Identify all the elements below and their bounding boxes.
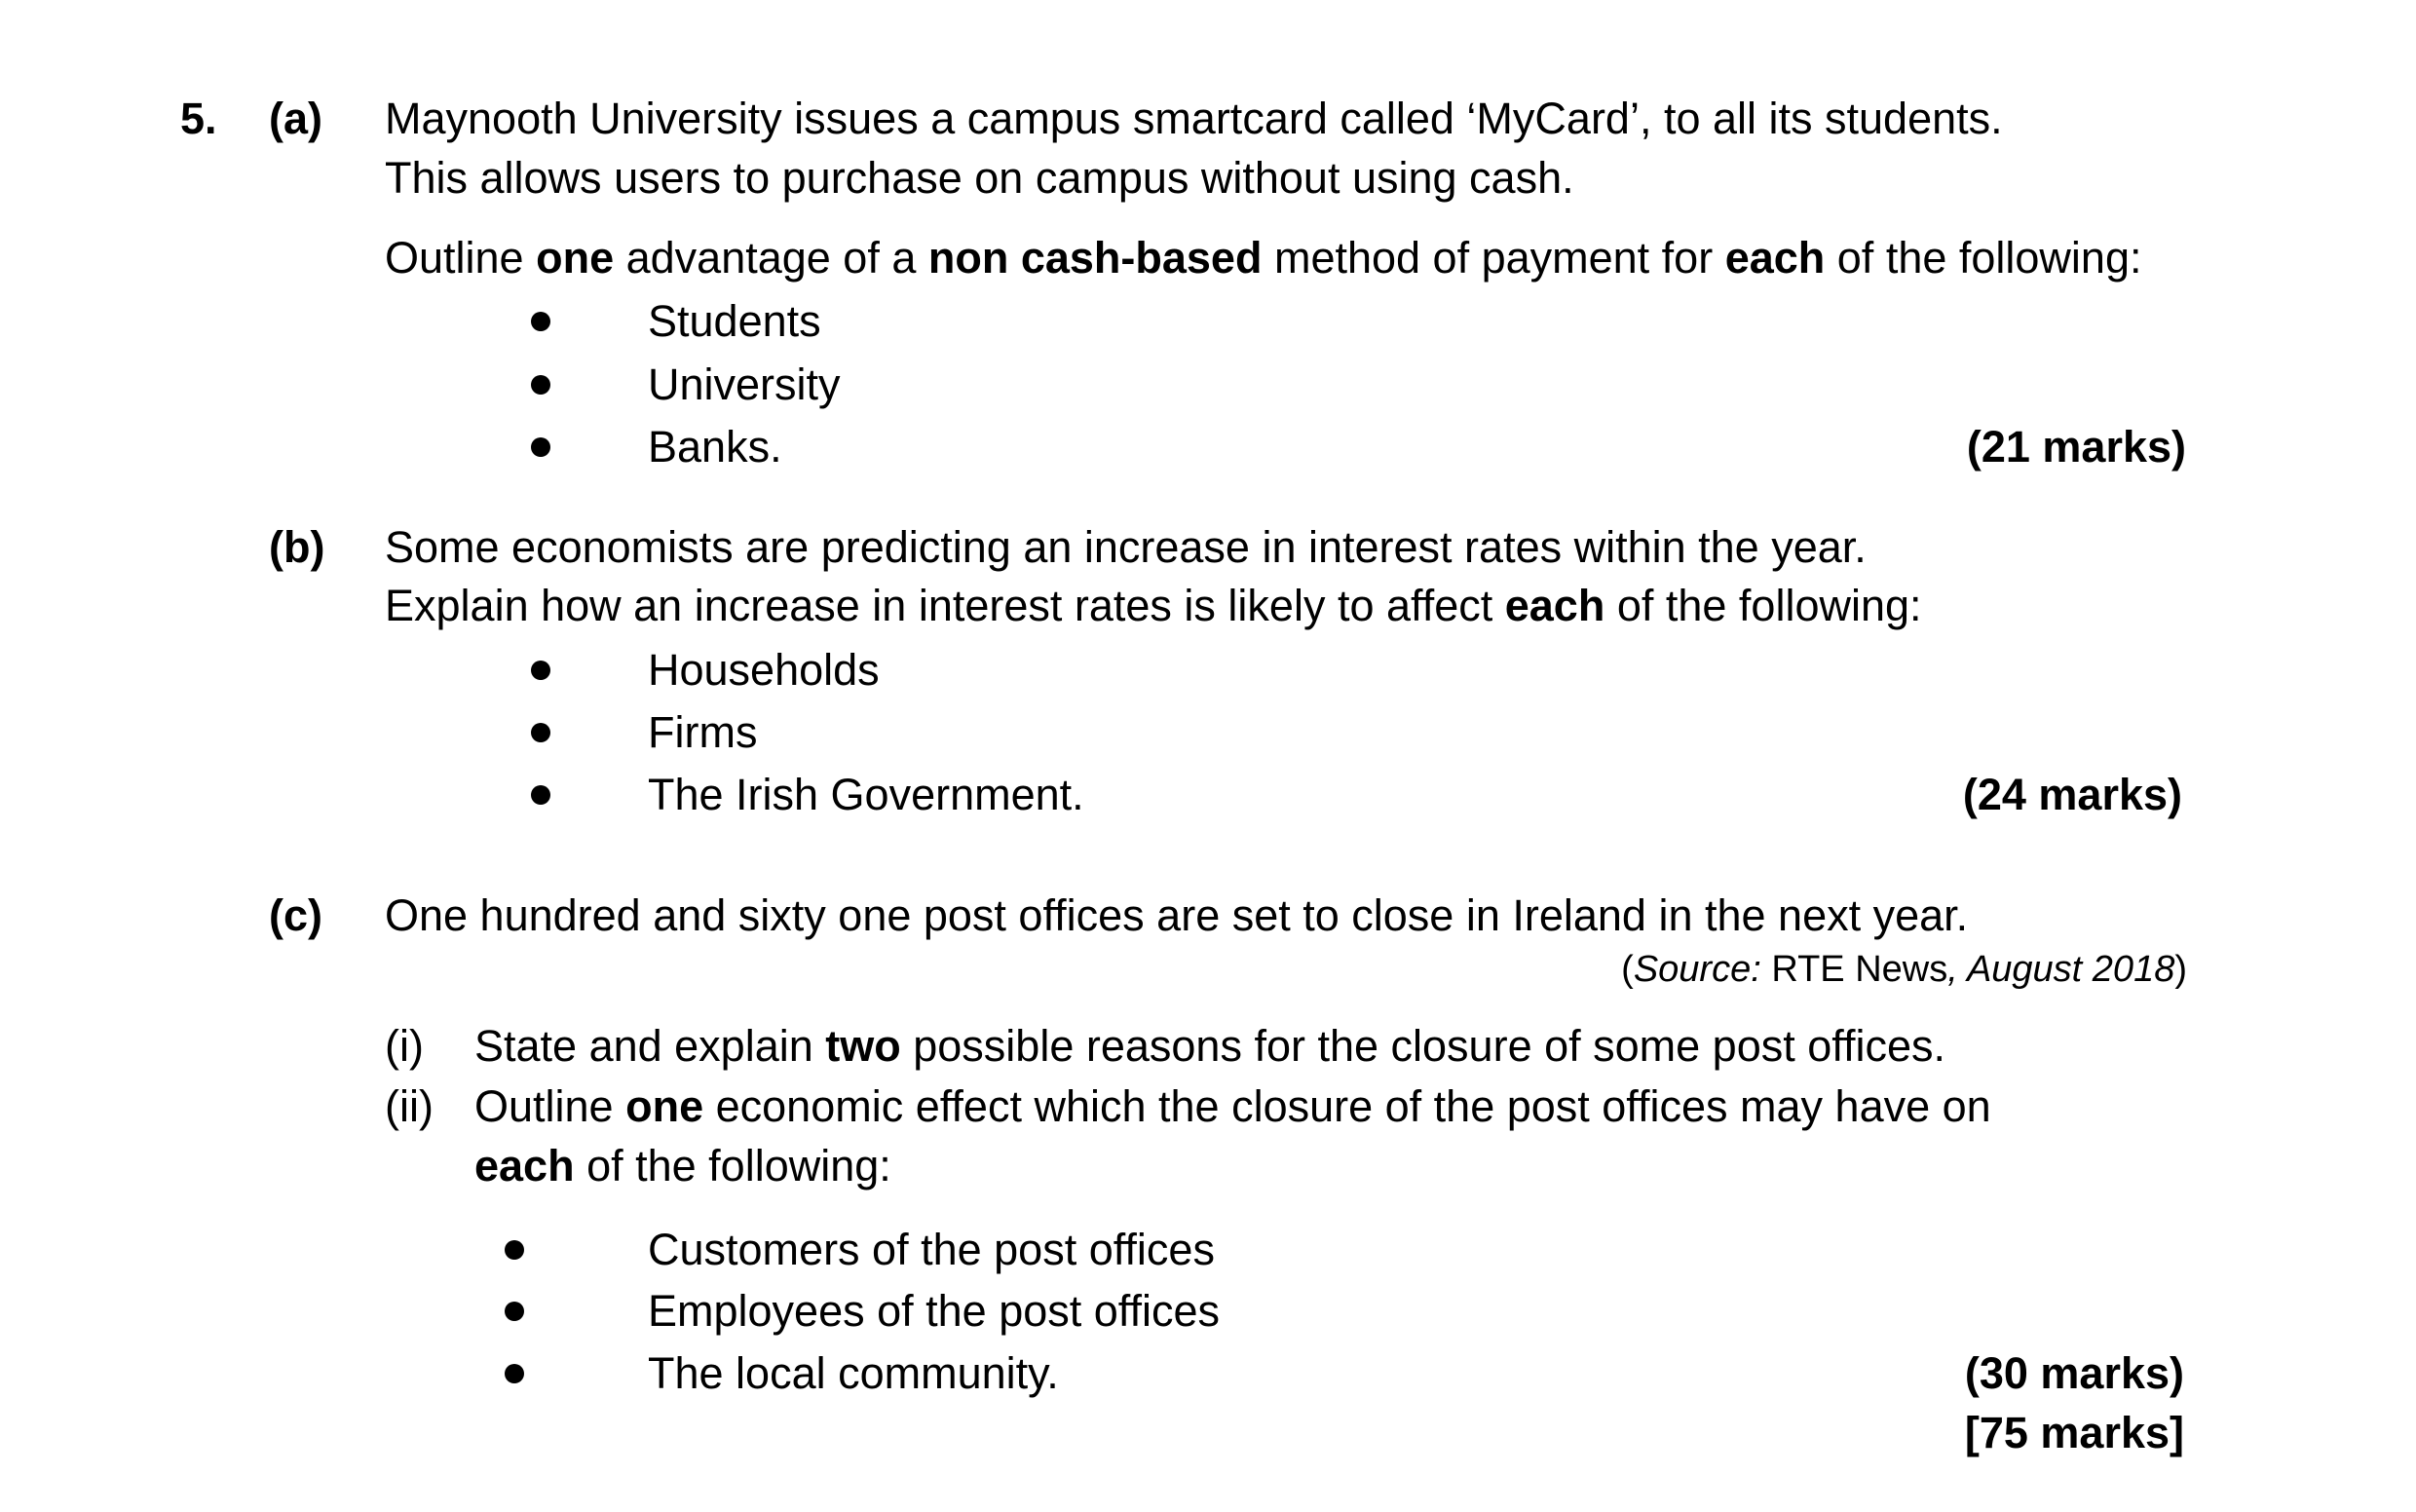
- part-c-marks: (30 marks): [1964, 1348, 2184, 1398]
- part-b-marks: (24 marks): [1962, 770, 2182, 819]
- part-c-source: (Source: RTE News, August 2018): [1621, 949, 2187, 990]
- total-marks: [75 marks]: [1964, 1408, 2184, 1457]
- part-a-marks: (21 marks): [1966, 422, 2186, 472]
- part-b-bullet-3: The Irish Government.: [648, 770, 1084, 819]
- part-c-label: (c): [269, 890, 322, 940]
- bullet-icon: [505, 1364, 524, 1383]
- part-a-prompt: Outline one advantage of a non cash-based method of payment for each of the following:: [385, 233, 2142, 283]
- part-c-sub-ii-text-2: each of the following:: [474, 1141, 891, 1191]
- question-number: 5.: [180, 94, 217, 143]
- part-b-bullet-2: Firms: [648, 707, 758, 757]
- part-a-label: (a): [269, 94, 322, 143]
- part-c-bullet-1: Customers of the post offices: [648, 1225, 1215, 1274]
- part-a-bullet-3: Banks.: [648, 422, 782, 472]
- part-c-bullet-2: Employees of the post offices: [648, 1286, 1220, 1336]
- part-a-bullet-2: University: [648, 359, 841, 409]
- bullet-icon: [505, 1302, 524, 1321]
- bullet-icon: [531, 661, 550, 680]
- bullet-icon: [531, 375, 550, 395]
- part-b-bullet-1: Households: [648, 645, 880, 695]
- part-b-prompt: Explain how an increase in interest rates is likely to affect each of the following:: [385, 581, 1922, 630]
- part-a-line-2: This allows users to purchase on campus without using cash.: [385, 153, 1574, 203]
- bullet-icon: [531, 723, 550, 742]
- part-c-line-1: One hundred and sixty one post offices are set to close in Ireland in the next year.: [385, 890, 1969, 940]
- part-b-label: (b): [269, 522, 325, 572]
- part-a-bullet-1: Students: [648, 296, 821, 346]
- bullet-icon: [531, 785, 550, 805]
- part-c-sub-ii-text-1: Outline one economic effect which the closure of the post offices may have on: [474, 1081, 1991, 1131]
- part-c-sub-ii-label: (ii): [385, 1081, 434, 1131]
- bullet-icon: [531, 312, 550, 331]
- part-a-line-1: Maynooth University issues a campus smartcard called ‘MyCard’, to all its students.: [385, 94, 2003, 143]
- part-b-line-1: Some economists are predicting an increase in interest rates within the year.: [385, 522, 1867, 572]
- part-c-sub-i-label: (i): [385, 1021, 424, 1071]
- part-c-bullet-3: The local community.: [648, 1348, 1059, 1398]
- bullet-icon: [531, 437, 550, 457]
- part-c-sub-i-text: State and explain two possible reasons for the closure of some post offices.: [474, 1021, 1945, 1071]
- bullet-icon: [505, 1240, 524, 1260]
